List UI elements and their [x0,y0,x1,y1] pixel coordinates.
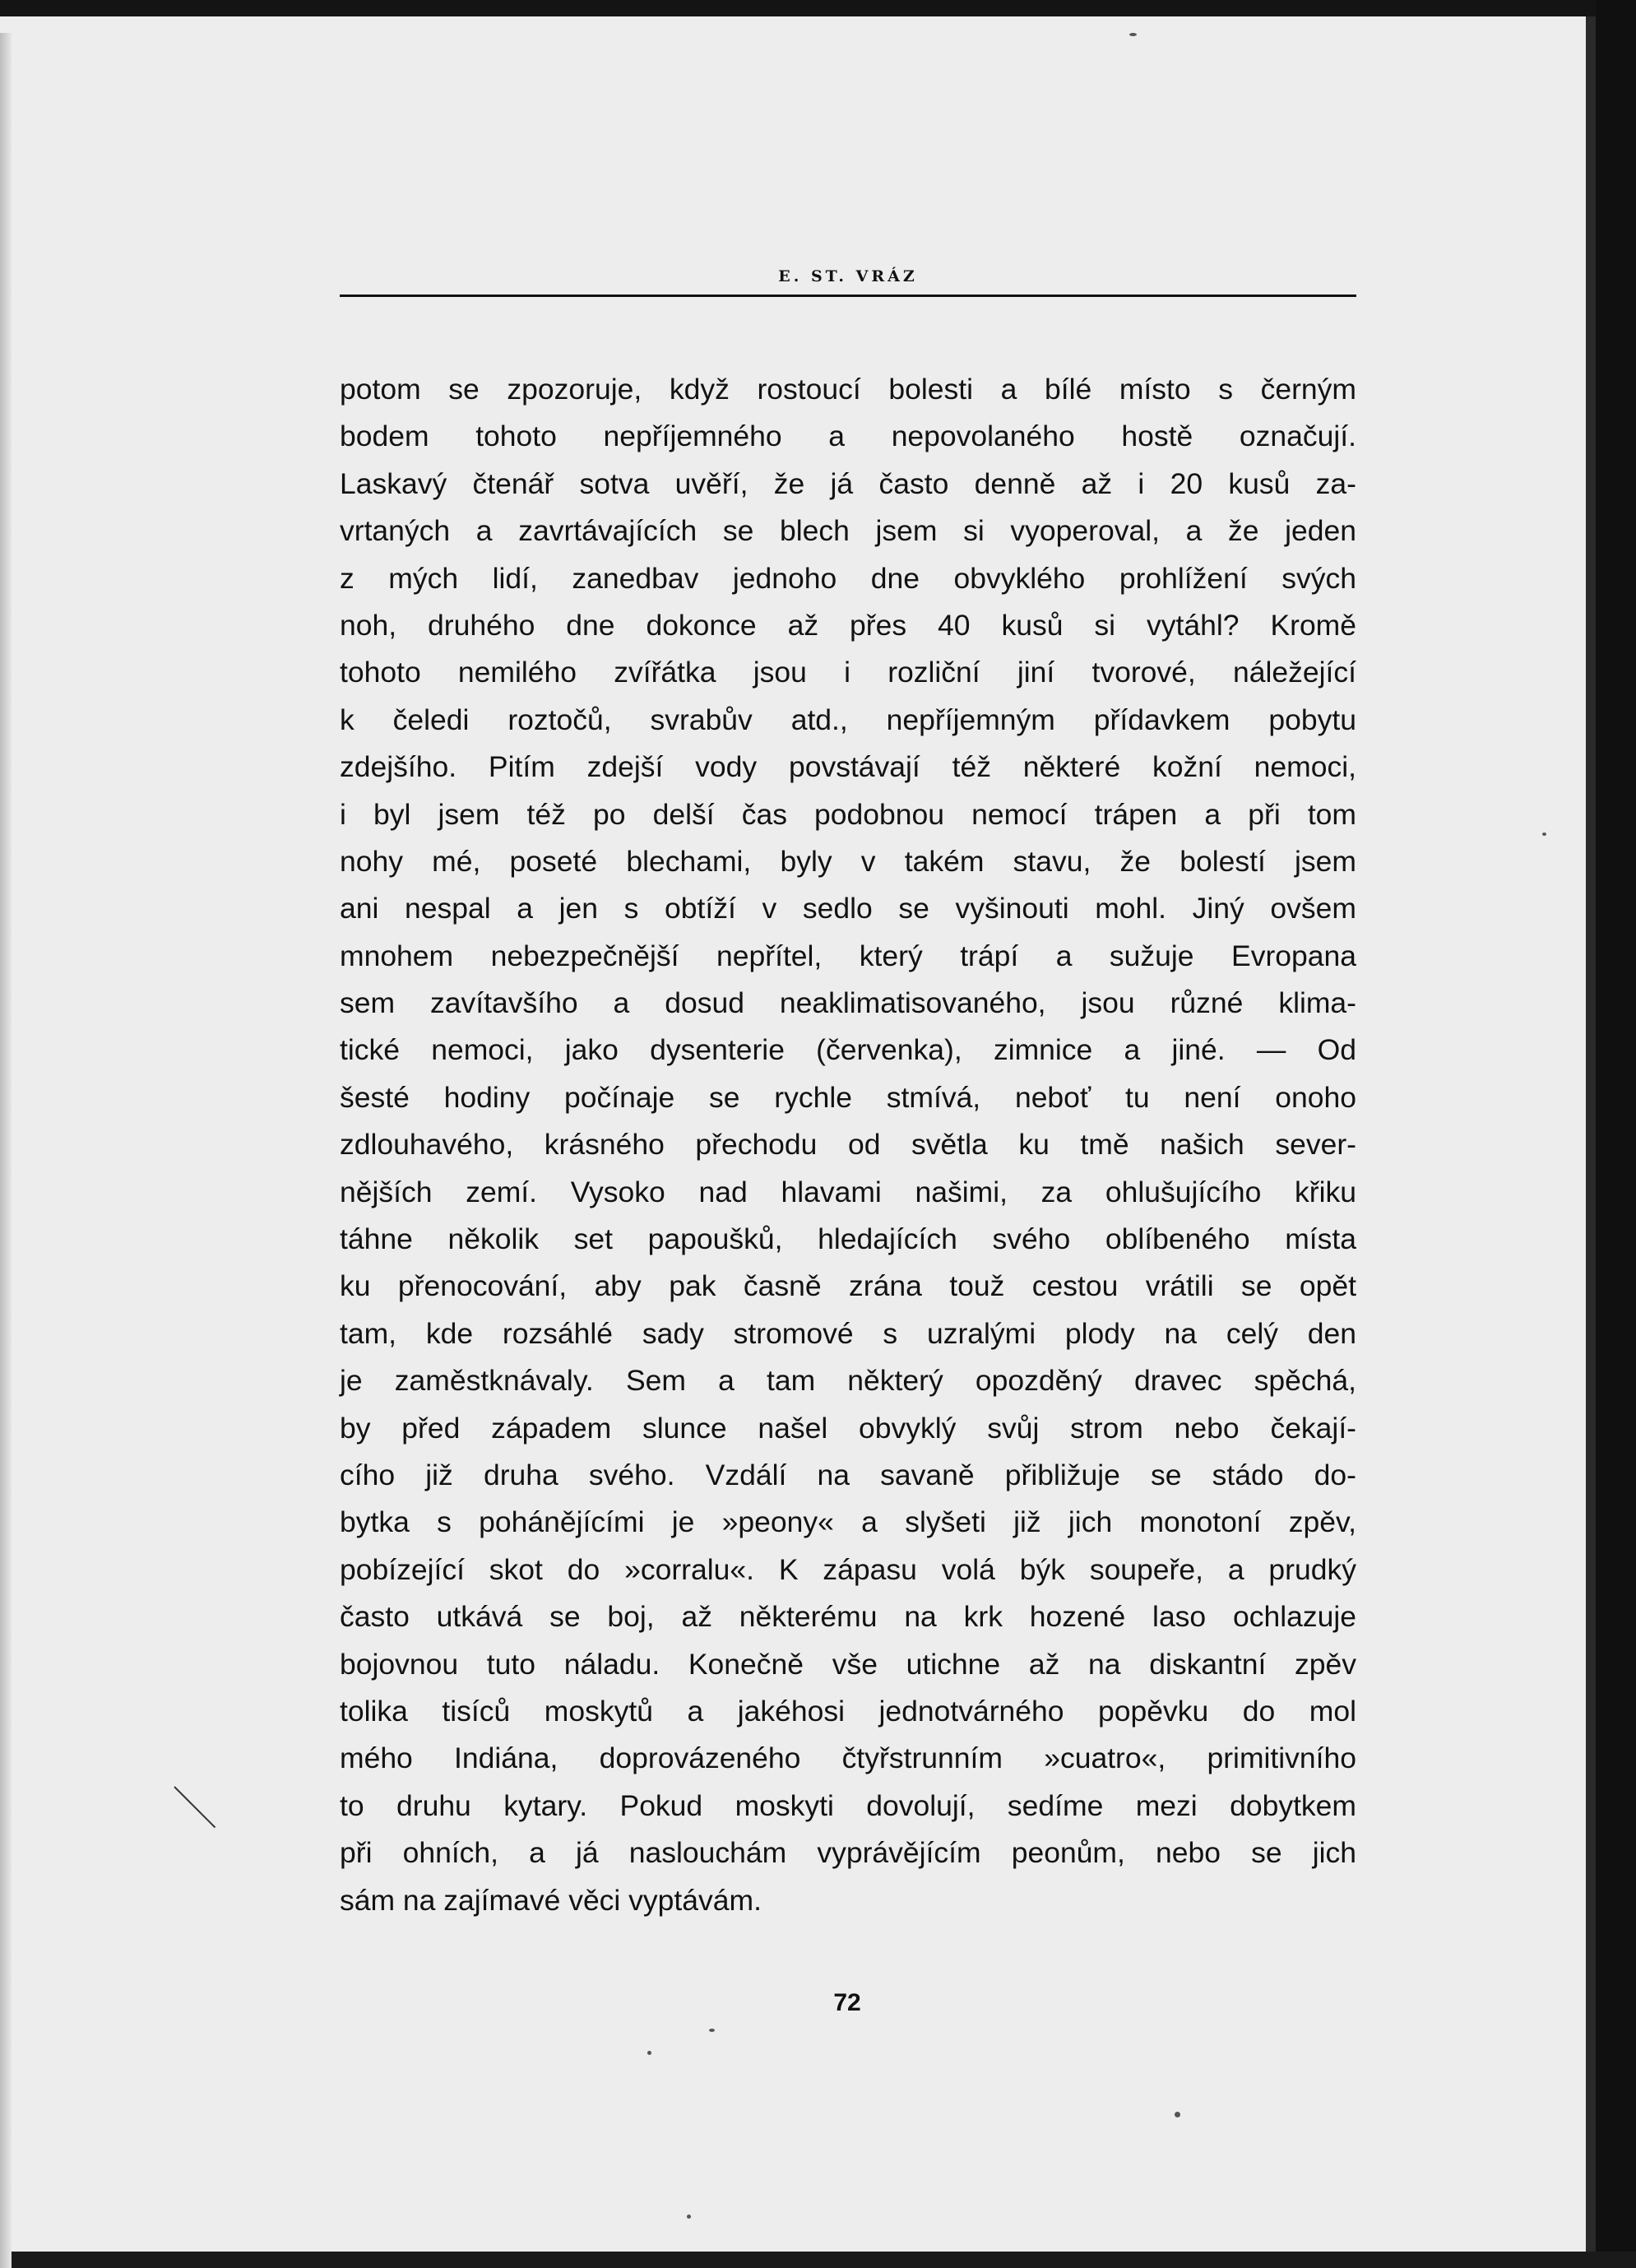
text-line: noh, druhého dne dokonce až přes 40 kusů si vytáhl? Kromě [340,608,1356,642]
text-line: sem zavítavšího a dosud neaklimatisovaného, jsou různé klima- [340,986,1356,1020]
text-line: nohy mé, poseté blechami, byly v takém stavu, že bolestí jsem [340,844,1356,878]
running-header: E. ST. VRÁZ [778,267,918,285]
text-line: potom se zpozoruje, když rostoucí bolesti a bílé místo s černým [340,373,1356,406]
header-rule [340,295,1356,297]
dust-speck [687,2215,691,2219]
dust-speck [709,2029,715,2032]
page-number: 72 [833,1989,861,2016]
text-line: i byl jsem též po delší čas podobnou nemocí trápen a při tom [340,797,1356,831]
text-line: z mých lidí, zanedbav jednoho dne obvyklého prohlížení svých [340,561,1356,595]
text-line: tolika tisíců moskytů a jakéhosi jednotvárného popěvku do mol [340,1694,1356,1728]
dust-speck [1175,2112,1180,2117]
text-line: nějších zemí. Vysoko nad hlavami našimi, za ohlušujícího křiku [340,1175,1356,1208]
text-line: při ohních, a já naslouchám vyprávějícím peonům, nebo se jich [340,1836,1356,1870]
text-line: táhne několik set papoušků, hledajících svého oblíbeného místa [340,1222,1356,1256]
text-line: bytka s poháněјícími je »peony« a slyšeti již jich monotoní zpěv, [340,1505,1356,1539]
text-line: k čeledi roztočů, svrabův atd., nepříjemným přídavkem pobytu [340,703,1356,736]
text-line: je zaměstknávaly. Sem a tam některý opozděný dravec spěchá, [340,1364,1356,1398]
dust-speck [1542,833,1546,836]
text-line: to druhu kytary. Pokud moskyti dovolují, sedíme mezi dobytkem [340,1788,1356,1822]
text-line: bojovnou tuto náladu. Konečně vše utichne až na diskantní zpěv [340,1647,1356,1681]
text-line: tohoto nemilého zvířátka jsou i rozliční jiní tvorové, náležející [340,656,1356,689]
book-edge-shadow [1596,0,1636,2252]
text-line: vrtaných a zavrtávajících se blech jsem si vyoperoval, a že jeden [340,514,1356,548]
body-text [340,366,1356,1924]
text-line: zdlouhavého, krásného přechodu od světla ku tmě našich sever- [340,1128,1356,1162]
text-line: ani nespal a jen s obtíží v sedlo se vyšinouti mohl. Jiný ovšem [340,892,1356,925]
text-line: mého Indiána, doprovázeného čtyřstrunním »cuatro«, primitivního [340,1742,1356,1775]
text-line: mnohem nebezpečnější nepřítel, který trápí a sužuje Evropana [340,939,1356,972]
text-line: často utkává se boj, až některému na krk hozené laso ochlazuje [340,1600,1356,1634]
text-line: tické nemoci, jako dysenterie (červenka), zimnice a jiné. — Od [340,1033,1356,1067]
dust-speck [1129,33,1137,36]
dust-speck [647,2051,651,2055]
text-line: bodem tohoto nepříjemného a nepovolaného hostě označují. [340,420,1356,453]
text-line: cího již druha svého. Vzdálí na savaně přibližuje se stádo do- [340,1458,1356,1491]
text-line: šesté hodiny počínaje se rychle stmívá, neboť tu není onoho [340,1080,1356,1114]
text-line: zdejšího. Pitím zdejší vody povstávají též některé kožní nemoci, [340,750,1356,784]
text-line: pobízející skot do »corralu«. K zápasu volá býk soupeře, a prudký [340,1552,1356,1586]
binding-shadow [0,33,12,2268]
text-line-last: sám na zajímavé věci vyptávám. [340,1883,762,1917]
text-line: Laskavý čtenář sotva uvěří, že já často denně až i 20 kusů za- [340,466,1356,500]
page-edge [1586,16,1596,2252]
text-line: by před západem slunce našel obvyklý svůj strom nebo čekají- [340,1411,1356,1445]
text-line: tam, kde rozsáhlé sady stromové s uzralými plody na celý den [340,1316,1356,1350]
text-line: ku přenocování, aby pak časně zrána touž cestou vrátili se opět [340,1269,1356,1303]
